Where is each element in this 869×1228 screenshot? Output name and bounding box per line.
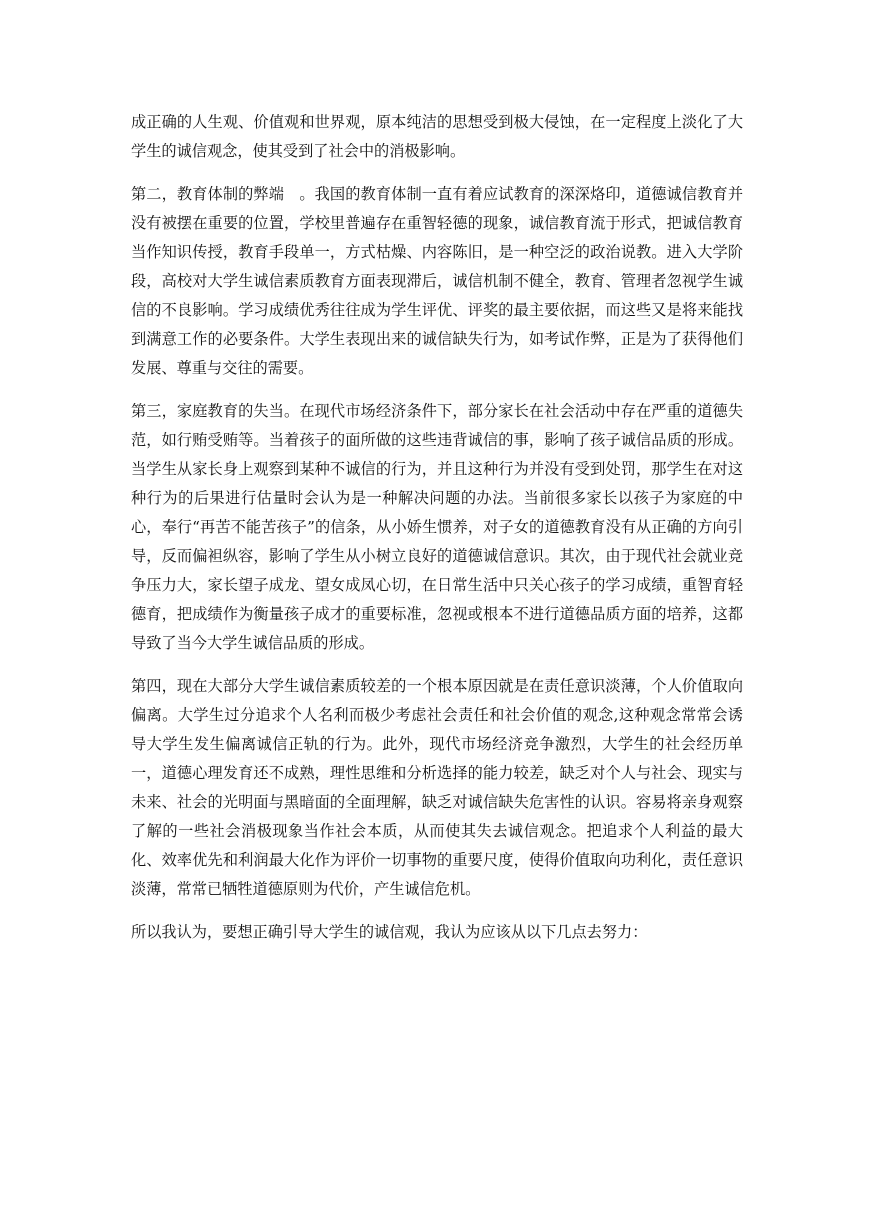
paragraph-responsibility: 第四，现在大部分大学生诚信素质较差的一个根本原因就是在责任意识淡薄，个人价值取向偏离。大学生过分追求个人名利而极少考虑社会责任和社会价值的观念,这种观念常常会诱导大学生发生偏离诚信正轨的行为。此外，现代市场经济竞争激烈，大学生的社会经历单一，道德心理发育还不成熟，理性思维和分析选择的能力较差，缺乏对个人与社会、现实与未来、社会的光明面与黑暗面的全面理解，缺乏对诚信缺失危害性的认识。容易将亲身观察了解的一些社会消极现象当作社会本质，从而使其失去诚信观念。把追求个人利益的最大化、效率优先和利润最大化作为评价一切事物的重要尺度，使得价值取向功利化，责任意识淡薄，常常已牺牲道德原则为代价，产生诚信危机。: [131, 677, 743, 898]
paragraph-continuation: 成正确的人生观、价值观和世界观，原本纯洁的思想受到极大侵蚀，在一定程度上淡化了大学生的诚信观念，使其受到了社会中的消极影响。: [131, 113, 743, 160]
document-body: [131, 108, 743, 961]
paragraph-family-education: 第三，家庭教育的失当。在现代市场经济条件下，部分家长在社会活动中存在严重的道德失范，如行贿受贿等。当着孩子的面所做的这些违背诚信的事，影响了孩子诚信品质的形成。当学生从家长身上观察到某种不诚信的行为，并且这种行为并没有受到处罚，那学生在对这种行为的后果进行估量时会认为是一种解决问题的办法。当前很多家长以孩子为家庭的中心，奉行“再苦不能苦孩子”的信条，从小娇生惯养，对子女的道德教育没有从正确的方向引导，反而偏袒纵容，影响了学生从小树立良好的道德诚信意识。其次，由于现代社会就业竞争压力大，家长望子成龙、望女成凤心切，在日常生活中只关心孩子的学习成绩，重智育轻德育，把成绩作为衡量孩子成才的重要标准，忽视或根本不进行道德品质方面的培养，这都导致了当今大学生诚信品质的形成。: [131, 402, 743, 652]
paragraph-education-system: 第二，教育体制的弊端 。我国的教育体制一直有着应试教育的深深烙印，道德诚信教育并没有被摆在重要的位置，学校里普遍存在重智轻德的现象，诚信教育流于形式，把诚信教育当作知识传授，教育手段单一，方式枯燥、内容陈旧，是一种空泛的政治说教。进入大学阶段，高校对大学生诚信素质教育方面表现滞后，诚信机制不健全，教育、管理者忽视学生诚信的不良影响。学习成绩优秀往往成为学生评优、评奖的最主要依据，而这些又是将来能找到满意工作的必要条件。大学生表现出来的诚信缺失行为，如考试作弊，正是为了获得他们发展、尊重与交往的需要。: [131, 185, 743, 377]
paragraph-conclusion: 所以我认为，要想正确引导大学生的诚信观，我认为应该从以下几点去努力：: [131, 923, 648, 941]
